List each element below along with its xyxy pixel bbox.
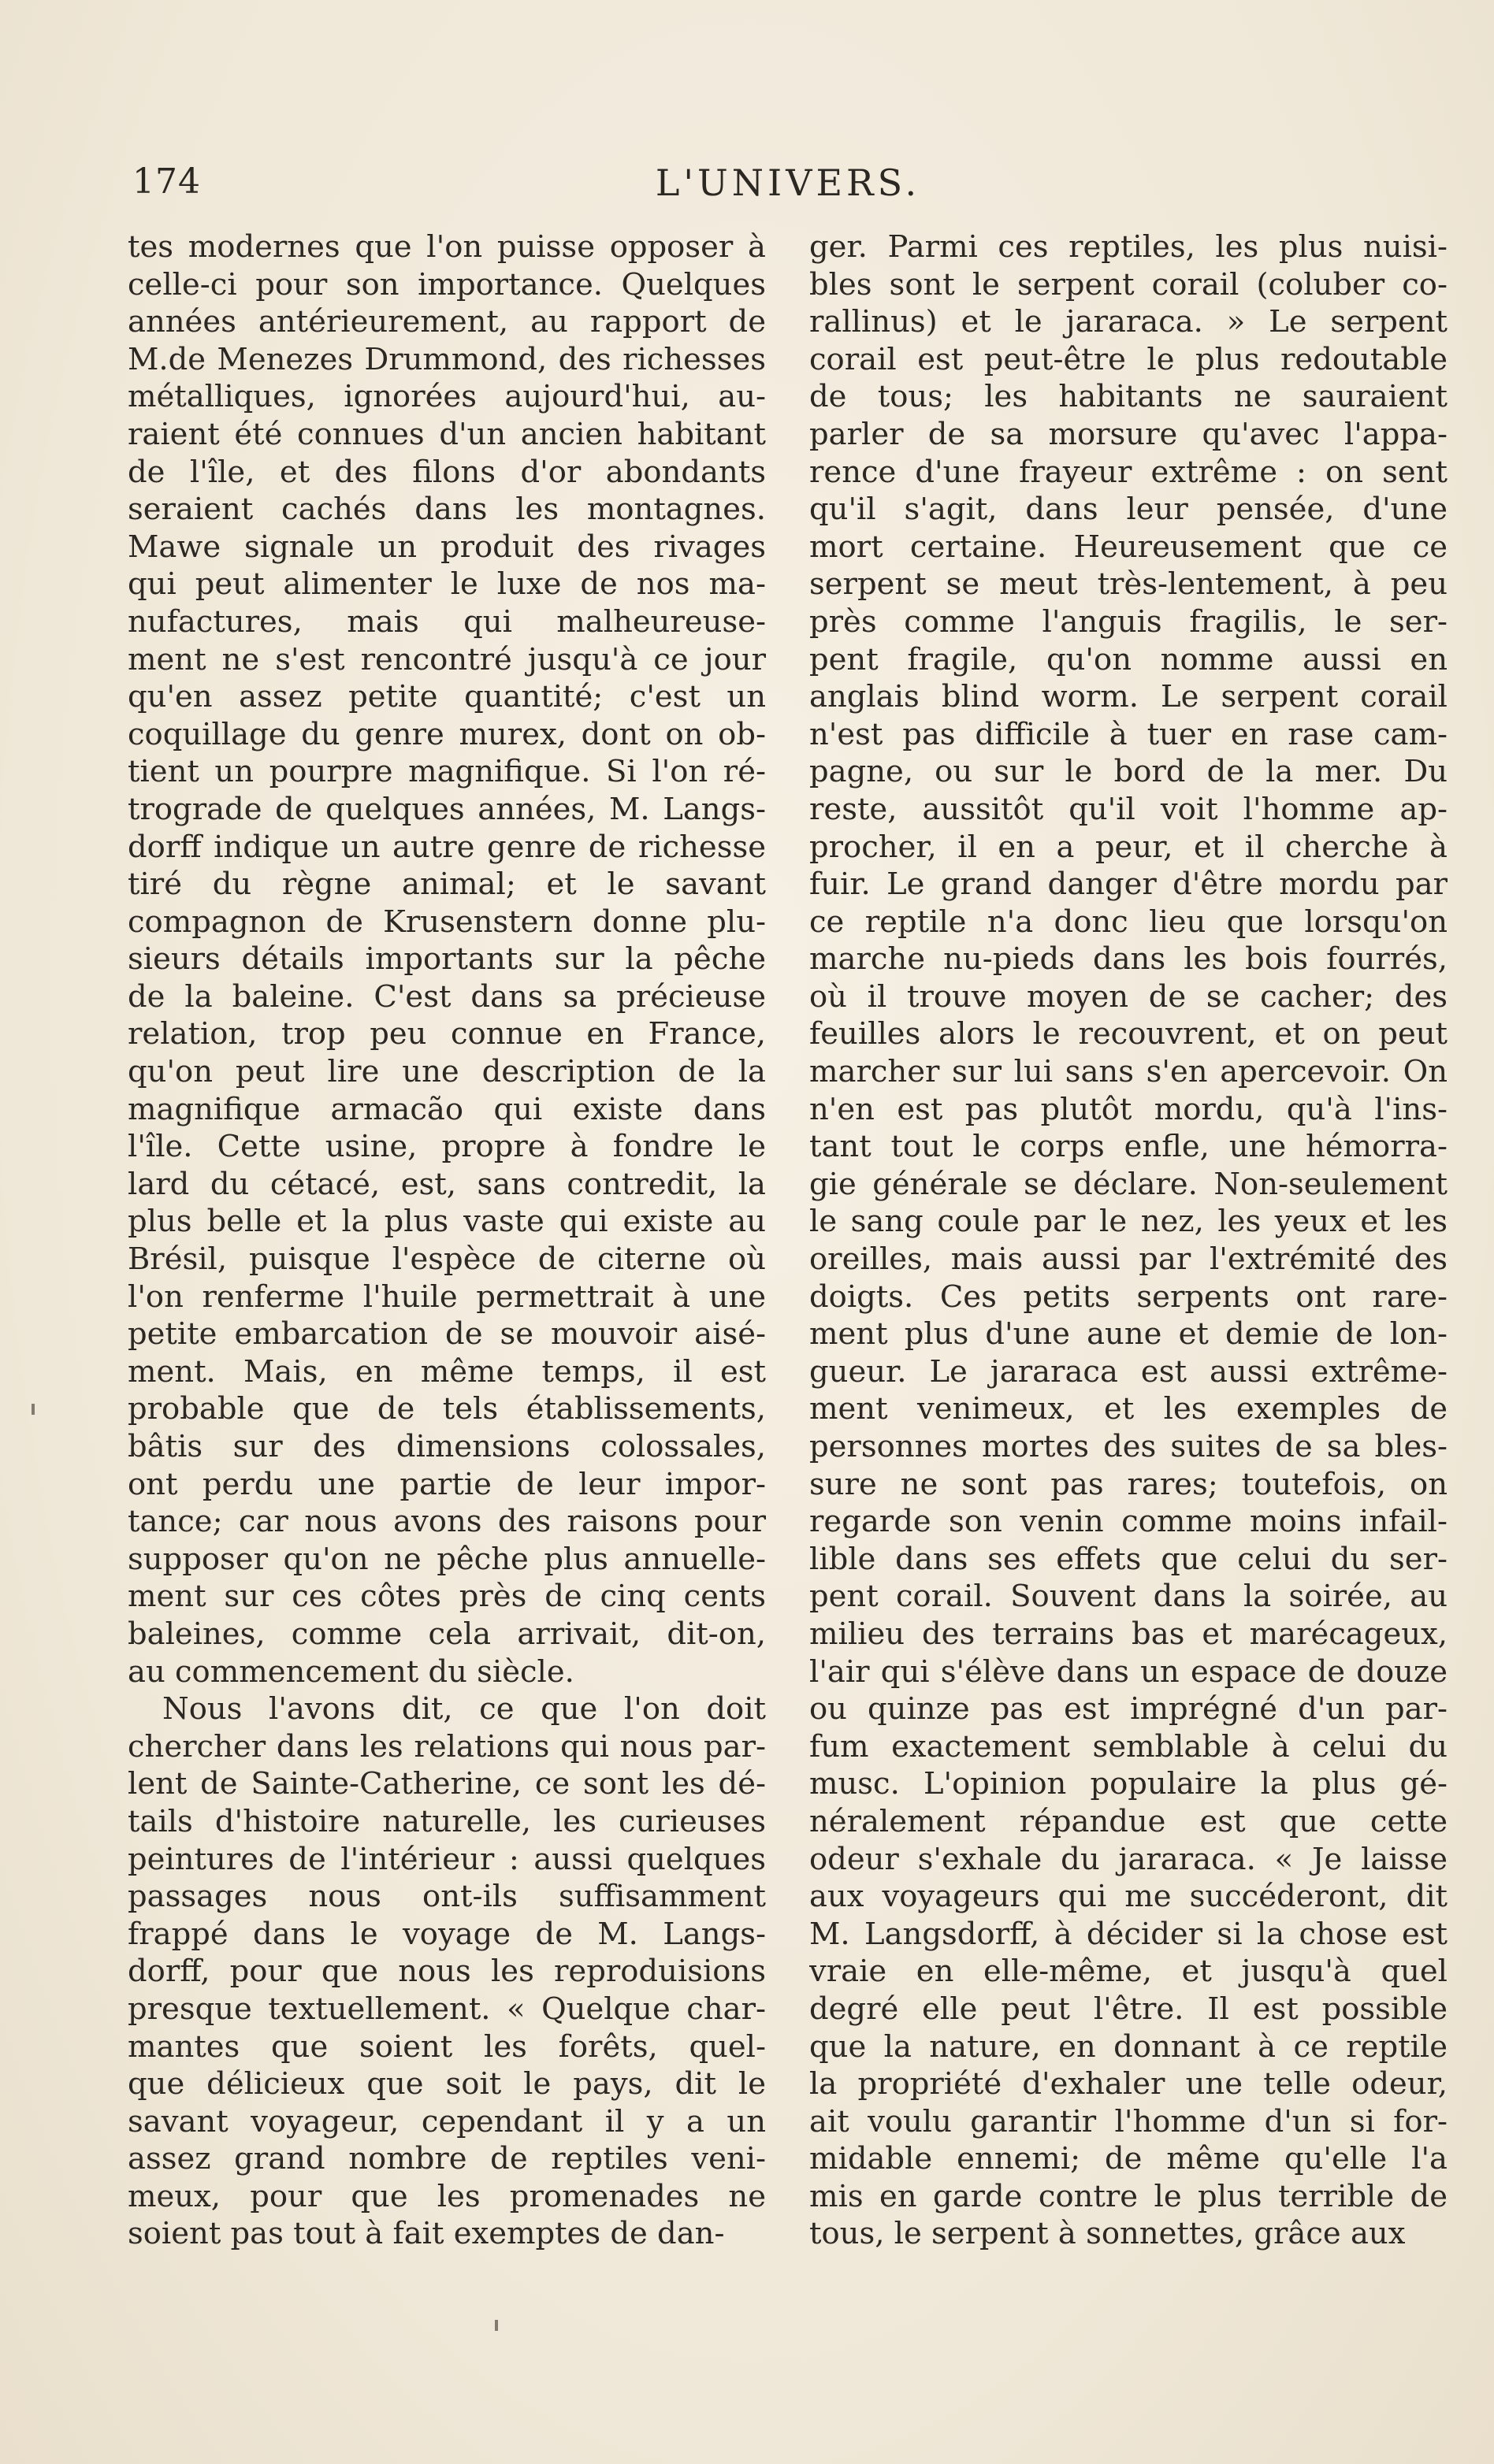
text-line: l'air qui s'élève dans un espace de douze (809, 1653, 1448, 1690)
text-line: tance; car nous avons des raisons pour (128, 1504, 766, 1540)
text-line: soient pas tout à fait exemptes de dan- (128, 2216, 725, 2252)
text-column-right (809, 228, 1448, 2253)
text-line: passages nous ont-ils suffisamment (128, 1879, 766, 1915)
text-line: nufactures, mais qui malheureuse- (128, 603, 766, 640)
text-line: musc. L'opinion populaire la plus gé- (809, 1766, 1448, 1802)
text-line: presque textuellement. « Quelque char- (128, 1991, 766, 2027)
text-line: fuir. Le grand danger d'être mordu par (809, 866, 1448, 903)
text-line: qu'il s'agit, dans leur pensée, d'une (809, 492, 1448, 528)
page-number: 174 (132, 161, 201, 202)
text-line: n'est pas difficile à tuer en rase cam- (809, 716, 1448, 752)
text-line: aux voyageurs qui me succéderont, dit (809, 1879, 1448, 1915)
text-line: bâtis sur des dimensions colossales, (128, 1429, 766, 1464)
text-line: de l'île, et des filons d'or abondants (128, 454, 766, 490)
text-line: ce reptile n'a donc lieu que lorsqu'on (809, 904, 1448, 940)
text-column-left (128, 228, 766, 2253)
text-line: métalliques, ignorées aujourd'hui, au- (128, 379, 766, 415)
text-line: corail est peut-être le plus redoutable (809, 341, 1448, 377)
text-line: probable que de tels établissements, (128, 1391, 766, 1427)
text-line: vraie en elle-même, et jusqu'à quel (809, 1954, 1448, 1990)
text-line: ou quinze pas est imprégné d'un par- (809, 1691, 1448, 1727)
text-line: parler de sa morsure qu'avec l'appa- (809, 416, 1448, 452)
text-line: anglais blind worm. Le serpent corail (809, 679, 1448, 715)
text-line: pent corail. Souvent dans la soirée, au (809, 1579, 1448, 1615)
text-line: ment plus d'une aune et demie de lon- (809, 1316, 1448, 1353)
text-line: ment. Mais, en même temps, il est (128, 1353, 766, 1390)
text-line: raient été connues d'un ancien habitant (128, 416, 766, 452)
text-line: fum exactement semblable à celui du (809, 1728, 1448, 1765)
text-line: marche nu-pieds dans les bois fourrés, (809, 941, 1448, 978)
text-line: le sang coule par le nez, les yeux et les (809, 1204, 1448, 1240)
text-line: celle-ci pour son importance. Quelques (128, 266, 766, 302)
text-line: pent fragile, qu'on nomme aussi en (809, 641, 1448, 677)
text-line: qui peut alimenter le luxe de nos ma- (128, 566, 766, 603)
text-line: que la nature, en donnant à ce reptile (809, 2028, 1448, 2065)
text-line: ment ne s'est rencontré jusqu'à ce jour (128, 641, 766, 677)
text-line: la propriété d'exhaler une telle odeur, (809, 2066, 1448, 2102)
text-line: que délicieux que soit le pays, dit le (128, 2066, 766, 2102)
text-line: de la baleine. C'est dans sa précieuse (128, 978, 766, 1015)
text-line: procher, il en a peur, et il cherche à (809, 829, 1448, 865)
text-line: midable ennemi; de même qu'elle l'a (809, 2141, 1448, 2177)
text-line: tails d'histoire naturelle, les curieuses (128, 1803, 766, 1839)
text-line: ger. Parmi ces reptiles, les plus nuisi- (809, 229, 1448, 265)
text-line: reste, aussitôt qu'il voit l'homme ap- (809, 791, 1448, 827)
text-line: Nous l'avons dit, ce que l'on doit (162, 1691, 766, 1727)
text-line: chercher dans les relations qui nous par- (128, 1728, 766, 1765)
text-line: bles sont le serpent corail (coluber co- (809, 266, 1448, 302)
text-line: baleines, comme cela arrivait, dit-on, (128, 1616, 766, 1652)
text-line: l'île. Cette usine, propre à fondre le (128, 1129, 766, 1165)
text-line: sieurs détails importants sur la pêche (128, 941, 766, 978)
text-line: milieu des terrains bas et marécageux, (809, 1616, 1448, 1652)
margin-mark (495, 2320, 498, 2331)
text-line: années antérieurement, au rapport de (128, 304, 766, 340)
text-line: pagne, ou sur le bord de la mer. Du (809, 754, 1448, 790)
text-line: de tous; les habitants ne sauraient (809, 379, 1448, 415)
text-line: ment sur ces côtes près de cinq cents (128, 1579, 766, 1615)
text-line: au commencement du siècle. (128, 1653, 574, 1690)
text-line: Mawe signale un produit des rivages (128, 529, 766, 565)
text-line: tient un pourpre magnifique. Si l'on ré- (128, 754, 766, 790)
text-line: frappé dans le voyage de M. Langs- (128, 1916, 766, 1952)
text-line: coquillage du genre murex, dont on ob- (128, 716, 766, 752)
text-line: mis en garde contre le plus terrible de (809, 2178, 1448, 2214)
text-line: l'on renferme l'huile permettrait à une (128, 1278, 766, 1315)
text-line: relation, trop peu connue en France, (128, 1016, 766, 1052)
text-line: qu'on peut lire une description de la (128, 1054, 766, 1090)
text-line: seraient cachés dans les montagnes. (128, 492, 766, 528)
text-line: M.de Menezes Drummond, des richesses (128, 341, 766, 377)
text-line: savant voyageur, cependant il y a un (128, 2103, 766, 2139)
text-line: mort certaine. Heureusement que ce (809, 529, 1448, 565)
text-line: personnes mortes des suites de sa bles- (809, 1429, 1448, 1464)
text-line: lard du cétacé, est, sans contredit, la (128, 1166, 766, 1202)
text-line: gueur. Le jararaca est aussi extrême- (809, 1353, 1448, 1390)
text-line: Brésil, puisque l'espèce de citerne où (128, 1241, 766, 1278)
text-line: oreilles, mais aussi par l'extrémité des (809, 1241, 1448, 1278)
running-head (126, 161, 1450, 209)
text-line: magnifique armacão qui existe dans (128, 1091, 766, 1127)
text-line: regarde son venin comme moins infail- (809, 1504, 1448, 1540)
text-line: lible dans ses effets que celui du ser- (809, 1541, 1448, 1577)
text-line: marcher sur lui sans s'en apercevoir. On (809, 1054, 1448, 1090)
text-line: tes modernes que l'on puisse opposer à (128, 229, 766, 265)
text-line: feuilles alors le recouvrent, et on peut (809, 1016, 1448, 1052)
text-line: degré elle peut l'être. Il est possible (809, 1991, 1448, 2027)
text-line: peintures de l'intérieur : aussi quelques (128, 1841, 766, 1877)
text-line: sure ne sont pas rares; toutefois, on (809, 1466, 1448, 1502)
text-line: près comme l'anguis fragilis, le ser- (809, 603, 1448, 640)
text-line: M. Langsdorff, à décider si la chose est (809, 1916, 1448, 1952)
text-line: rence d'une frayeur extrême : on sent (809, 454, 1448, 490)
text-line: plus belle et la plus vaste qui existe au (128, 1204, 766, 1240)
text-line: petite embarcation de se mouvoir aisé- (128, 1316, 766, 1353)
text-line: ment venimeux, et les exemples de (809, 1391, 1448, 1427)
text-line: ont perdu une partie de leur impor- (128, 1466, 766, 1502)
text-line: qu'en assez petite quantité; c'est un (128, 679, 766, 715)
text-line: n'en est pas plutôt mordu, qu'à l'ins- (809, 1091, 1448, 1127)
text-line: dorff, pour que nous les reproduisions (128, 1954, 766, 1990)
text-line: lent de Sainte-Catherine, ce sont les dé- (128, 1766, 766, 1802)
text-line: compagnon de Krusenstern donne plu- (128, 904, 766, 940)
text-line: meux, pour que les promenades ne (128, 2178, 766, 2214)
text-line: tiré du règne animal; et le savant (128, 866, 766, 903)
text-line: où il trouve moyen de se cacher; des (809, 978, 1448, 1015)
text-line: gie générale se déclare. Non-seulement (809, 1166, 1448, 1202)
text-line: serpent se meut très-lentement, à peu (809, 566, 1448, 603)
text-line: mantes que soient les forêts, quel- (128, 2028, 766, 2065)
text-line: odeur s'exhale du jararaca. « Je laisse (809, 1841, 1448, 1877)
text-line: dorff indique un autre genre de richesse (128, 829, 766, 865)
text-line: tous, le serpent à sonnettes, grâce aux (809, 2216, 1406, 2252)
running-title: L'UNIVERS. (655, 161, 921, 204)
text-line: doigts. Ces petits serpents ont rare- (809, 1278, 1448, 1315)
text-line: supposer qu'on ne pêche plus annuelle- (128, 1541, 766, 1577)
text-line: trograde de quelques années, M. Langs- (128, 791, 766, 827)
text-line: rallinus) et le jararaca. » Le serpent (809, 304, 1448, 340)
text-line: néralement répandue est que cette (809, 1803, 1448, 1839)
text-line: ait voulu garantir l'homme d'un si for- (809, 2103, 1448, 2139)
margin-mark (32, 1404, 35, 1415)
text-line: tant tout le corps enfle, une hémorra- (809, 1129, 1448, 1165)
text-line: assez grand nombre de reptiles veni- (128, 2141, 766, 2177)
